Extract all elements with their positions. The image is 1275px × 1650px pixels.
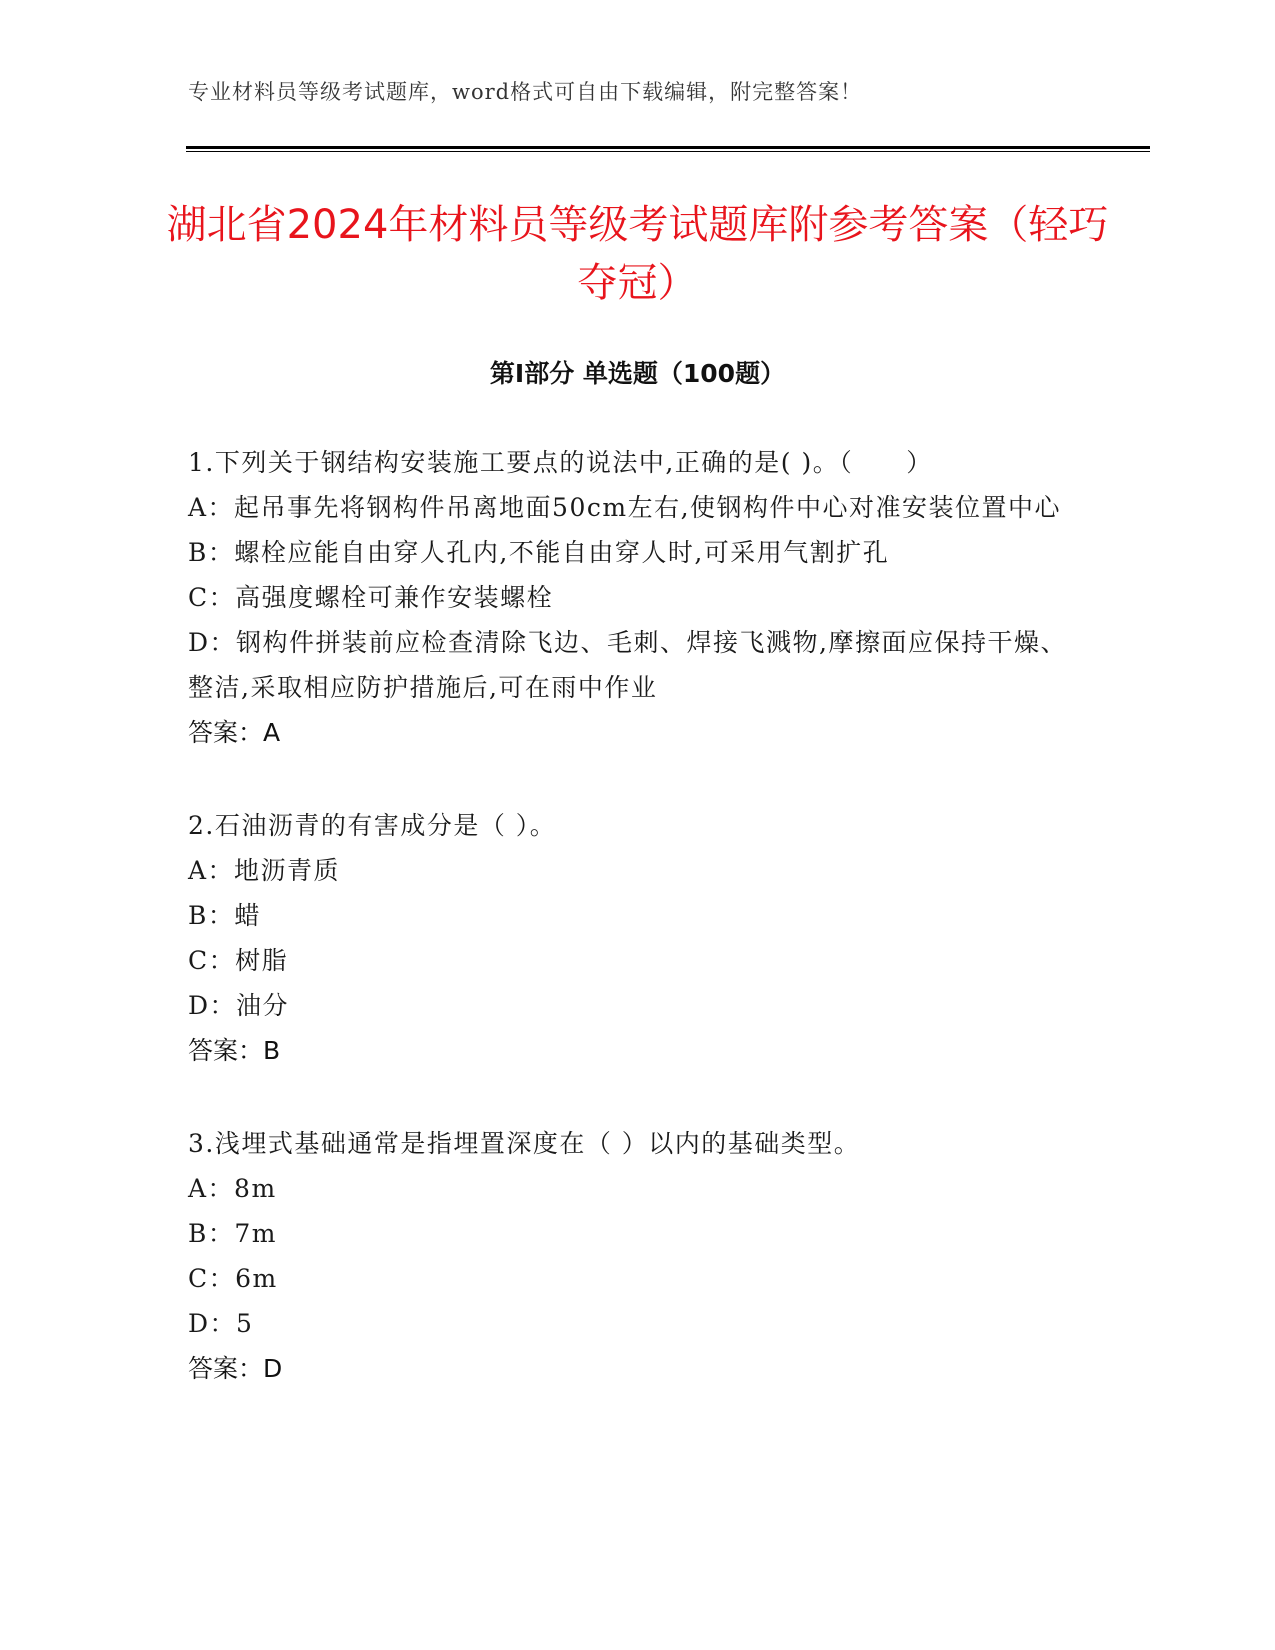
option-c: C：树脂 [188, 946, 289, 975]
question-3 [188, 1121, 1078, 1391]
option-d: D：5 [188, 1309, 254, 1338]
question-stem: 1.下列关于钢结构安装施工要点的说法中,正确的是( )。（ ） [188, 448, 933, 477]
answer: 答案：A [188, 718, 281, 747]
answer: 答案：D [188, 1354, 283, 1383]
option-d: D：油分 [188, 991, 290, 1020]
option-c: C：6m [188, 1264, 278, 1293]
option-b: B：螺栓应能自由穿人孔内,不能自由穿人时,可采用气割扩孔 [188, 538, 890, 567]
question-stem: 3.浅埋式基础通常是指埋置深度在（ ）以内的基础类型。 [188, 1129, 861, 1158]
option-d: D：钢构件拼装前应检查清除飞边、毛刺、焊接飞溅物,摩擦面应保持干燥、整洁,采取相应防护措施后,可在雨中作业 [188, 628, 1067, 702]
question-2 [188, 803, 1078, 1073]
option-a: A：起吊事先将钢构件吊离地面50cm左右,使钢构件中心对准安装位置中心 [188, 493, 1062, 522]
question-list [188, 440, 1078, 1439]
header-rule-thin [186, 151, 1150, 152]
option-b: B：7m [188, 1219, 277, 1248]
option-c: C：高强度螺栓可兼作安装螺栓 [188, 583, 554, 612]
option-a: A：地沥青质 [188, 856, 341, 885]
document-title: 湖北省2024年材料员等级考试题库附参考答案（轻巧夺冠） [166, 202, 1109, 306]
option-b: B：蜡 [188, 901, 261, 930]
question-1 [188, 440, 1078, 755]
answer: 答案：B [188, 1036, 281, 1065]
header-rule-thick [186, 146, 1150, 149]
header-note: 专业材料员等级考试题库，word格式可自由下载编辑，附完整答案！ [188, 80, 863, 104]
section-heading: 第Ⅰ部分 单选题（100题） [489, 359, 786, 388]
question-stem: 2.石油沥青的有害成分是（ ）。 [188, 811, 557, 840]
option-a: A：8m [188, 1174, 277, 1203]
